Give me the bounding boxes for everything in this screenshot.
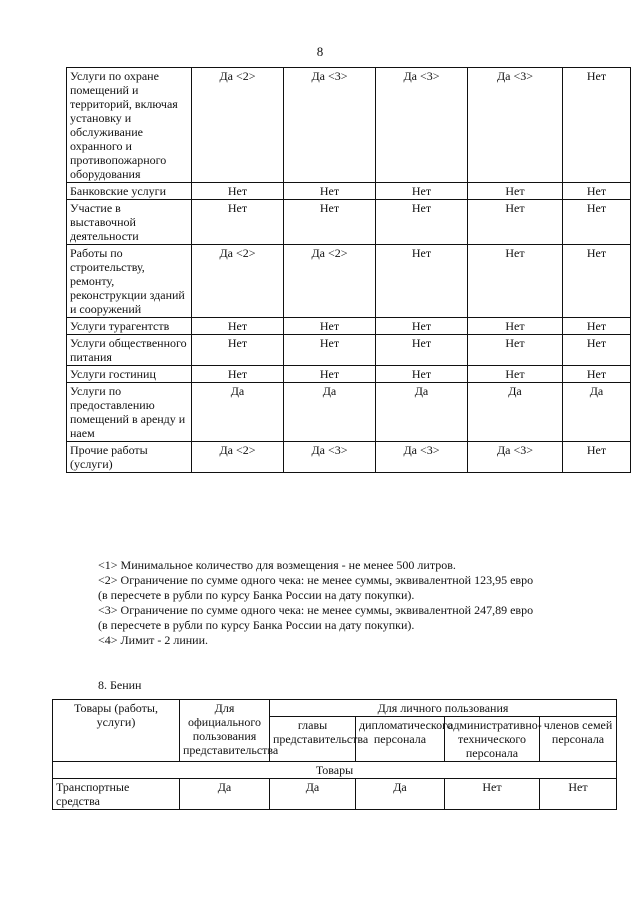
row-value: Да <3> (284, 68, 376, 183)
row-value: Да <3> (376, 442, 468, 473)
footnote-4: <4> Лимит - 2 линии. (98, 633, 209, 647)
row-value: Нет (563, 245, 631, 318)
group-label: Товары (53, 762, 617, 779)
header-personal: Для личного пользования (270, 700, 617, 717)
table-row (67, 183, 631, 200)
row-name: Банковские услуги (67, 183, 192, 200)
row-value: Нет (376, 183, 468, 200)
row-value: Да <2> (192, 442, 284, 473)
row-value: Да <3> (468, 442, 563, 473)
row-value: Нет (563, 318, 631, 335)
row-value: Нет (284, 335, 376, 366)
row-value: Да <2> (192, 245, 284, 318)
row-value: Да (270, 779, 356, 810)
services-table (66, 67, 631, 473)
header-diplomatic: дипломатического персонала (356, 717, 445, 762)
benin-table (52, 699, 617, 810)
section-title: 8. Бенин (98, 678, 142, 692)
header-row (53, 700, 617, 717)
row-value: Нет (376, 245, 468, 318)
row-value: Да (563, 383, 631, 442)
row-value: Нет (563, 442, 631, 473)
row-value: Нет (468, 366, 563, 383)
row-value: Нет (468, 200, 563, 245)
header-family: членов семей персонала (540, 717, 617, 762)
page-number: 8 (316, 44, 324, 59)
header-goods: Товары (работы, услуги) (53, 700, 180, 762)
footnote-2: <2> Ограничение по сумме одного чека: не менее суммы, эквивалентной 123,95 евро (98, 573, 534, 587)
table-row (67, 200, 631, 245)
row-value: Нет (563, 68, 631, 183)
row-value: Да <3> (468, 68, 563, 183)
table-row (67, 442, 631, 473)
row-value: Да (180, 779, 270, 810)
row-value: Нет (563, 200, 631, 245)
header-head: главы представительства (270, 717, 356, 762)
row-value: Нет (540, 779, 617, 810)
row-value: Нет (192, 183, 284, 200)
row-value: Да (468, 383, 563, 442)
row-value: Нет (376, 318, 468, 335)
row-value: Нет (376, 335, 468, 366)
header-admin: административно-технического персонала (445, 717, 540, 762)
row-value: Да <3> (284, 442, 376, 473)
footnote-3-cont: (в пересчете в рубли по курсу Банка России на дату покупки). (98, 618, 415, 632)
row-name: Работы по строительству, ремонту, реконструкции зданий и сооружений (67, 245, 192, 318)
row-name: Прочие работы (услуги) (67, 442, 192, 473)
table-row (67, 366, 631, 383)
row-value: Нет (192, 335, 284, 366)
header-official: Для официального пользования представительства (180, 700, 270, 762)
row-value: Нет (563, 183, 631, 200)
row-name: Услуги гостиниц (67, 366, 192, 383)
row-name: Транспортные средства (53, 779, 180, 810)
row-value: Нет (376, 366, 468, 383)
table-row (67, 318, 631, 335)
row-value: Нет (284, 366, 376, 383)
footnotes (98, 558, 628, 648)
table-row (67, 245, 631, 318)
table-row (53, 779, 617, 810)
row-value: Нет (284, 318, 376, 335)
table-row (67, 383, 631, 442)
row-value: Нет (192, 200, 284, 245)
row-value: Да (376, 383, 468, 442)
row-value: Нет (468, 245, 563, 318)
row-name: Услуги турагентств (67, 318, 192, 335)
row-value: Да <3> (376, 68, 468, 183)
row-value: Нет (468, 335, 563, 366)
group-row (53, 762, 617, 779)
footnote-2-cont: (в пересчете в рубли по курсу Банка России на дату покупки). (98, 588, 415, 602)
row-name: Участие в выставочной деятельности (67, 200, 192, 245)
row-value: Нет (192, 366, 284, 383)
row-name: Услуги общественного питания (67, 335, 192, 366)
row-value: Да <2> (192, 68, 284, 183)
row-value: Да (356, 779, 445, 810)
row-value: Нет (192, 318, 284, 335)
footnote-1: <1> Минимальное количество для возмещения - не менее 500 литров. (98, 558, 456, 572)
row-value: Нет (284, 183, 376, 200)
table-row (67, 335, 631, 366)
row-value: Да (192, 383, 284, 442)
table-row (67, 68, 631, 183)
row-value: Нет (563, 366, 631, 383)
row-name: Услуги по предоставлению помещений в аренду и наем (67, 383, 192, 442)
row-value: Нет (563, 335, 631, 366)
row-value: Да (284, 383, 376, 442)
footnote-3: <3> Ограничение по сумме одного чека: не менее суммы, эквивалентной 247,89 евро (98, 603, 534, 617)
row-value: Нет (468, 183, 563, 200)
row-value: Нет (376, 200, 468, 245)
row-value: Нет (468, 318, 563, 335)
row-value: Да <2> (284, 245, 376, 318)
row-name: Услуги по охране помещений и территорий, включая установку и обслуживание охранного и противопожарного оборудования (67, 68, 192, 183)
row-value: Нет (445, 779, 540, 810)
row-value: Нет (284, 200, 376, 245)
